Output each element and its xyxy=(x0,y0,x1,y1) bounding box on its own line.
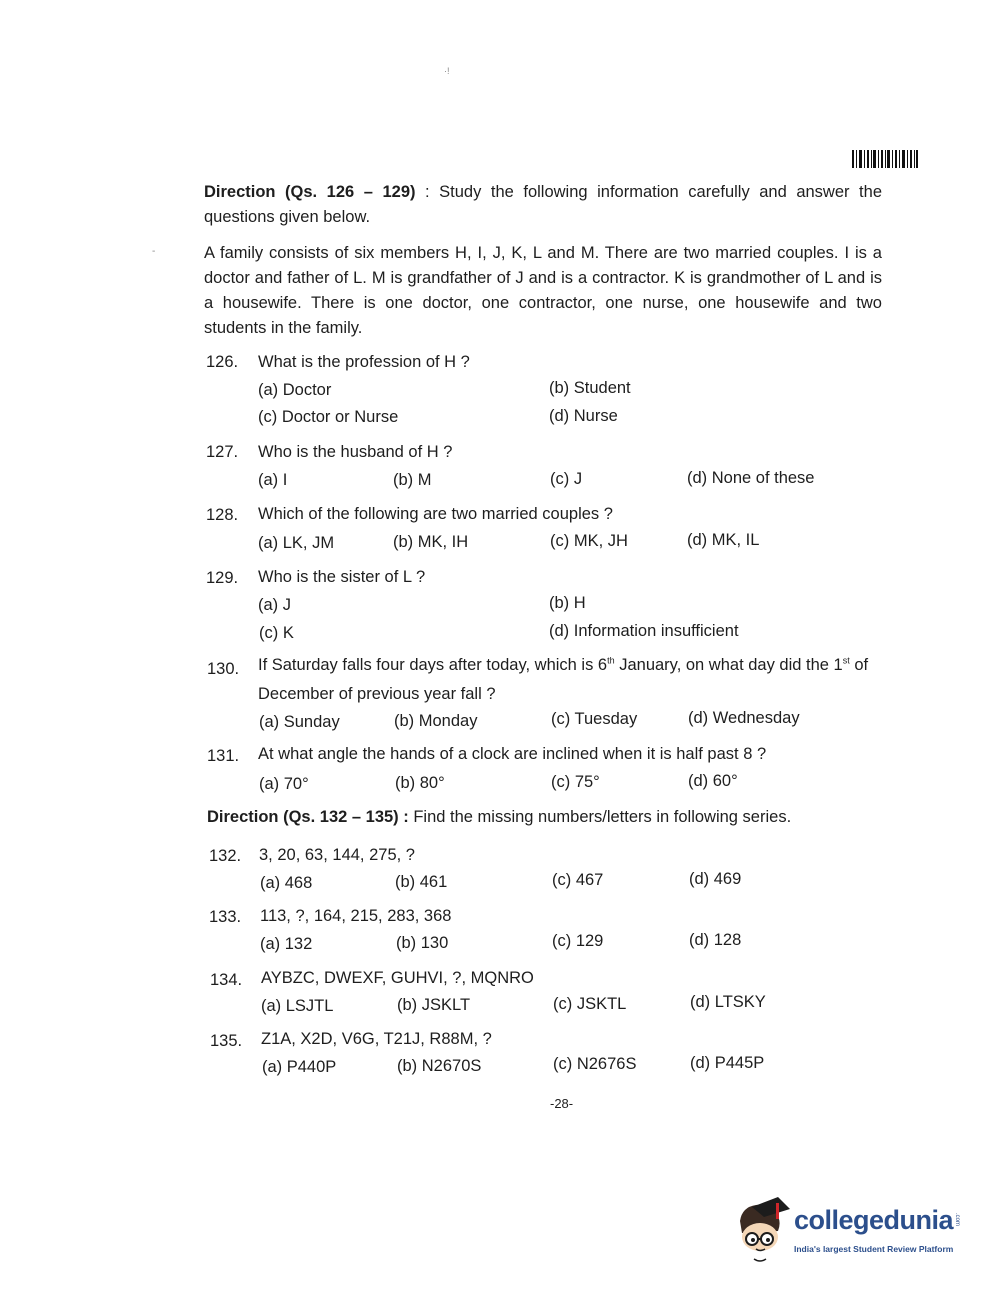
option-c: (c) MK, JH xyxy=(550,532,628,550)
option-b: (b) N2670S xyxy=(397,1057,482,1075)
option-b: (b) Monday xyxy=(394,712,478,730)
question-text: 113, ?, 164, 215, 283, 368 xyxy=(260,907,452,925)
direction-block xyxy=(207,808,791,827)
barcode-icon xyxy=(852,150,918,168)
question-text: Who is the husband of H ? xyxy=(258,443,453,461)
question-text: If Saturday falls four days after today, which is 6th January, on what day did the 1st of xyxy=(258,655,869,674)
logo-wordmark: collegedunia xyxy=(794,1205,954,1235)
question-number: 128. xyxy=(206,506,239,524)
option-b: (b) H xyxy=(549,594,586,612)
option-d: (d) LTSKY xyxy=(690,993,766,1011)
question-number: 132. xyxy=(209,847,242,865)
stray-mark: - xyxy=(152,246,156,257)
graduate-mascot-icon xyxy=(732,1195,796,1265)
question-text: Z1A, X2D, V6G, T21J, R88M, ? xyxy=(261,1030,492,1048)
option-a: (a) I xyxy=(258,471,288,489)
option-c: (c) K xyxy=(259,624,294,642)
option-a: (a) 70° xyxy=(259,775,309,793)
question-number: 134. xyxy=(210,971,243,989)
option-b: (b) 130 xyxy=(396,934,449,952)
question-number: 126. xyxy=(206,353,239,371)
passage: A family consists of six members H, I, J, K, L and M. There are two married couples. I is a doctor and father of L. M is grandfather of J and is a contractor. K is grandmother of L and is a housewife. There is one doctor, one contractor, one nurse, one housewife and two students in the family. xyxy=(204,244,882,337)
option-c: (c) 129 xyxy=(552,932,604,950)
option-a: (a) J xyxy=(258,596,291,614)
logo-domain: .com xyxy=(954,1213,960,1227)
page-number: -28- xyxy=(550,1096,574,1111)
option-b: (b) Student xyxy=(549,379,631,397)
option-a: (a) LK, JM xyxy=(258,534,335,552)
option-a: (a) 132 xyxy=(260,935,313,953)
option-b: (b) M xyxy=(393,471,432,489)
question-text: Who is the sister of L ? xyxy=(258,568,426,586)
stray-mark: ·! xyxy=(444,66,450,76)
question-number: 133. xyxy=(209,908,242,926)
question-number: 127. xyxy=(206,443,239,461)
option-a: (a) 468 xyxy=(260,874,313,892)
question-text: 3, 20, 63, 144, 275, ? xyxy=(259,846,415,864)
option-c: (c) Doctor or Nurse xyxy=(258,408,399,426)
option-c: (c) Tuesday xyxy=(551,710,638,728)
option-d: (d) Information insufficient xyxy=(549,622,739,640)
question-number: 135. xyxy=(210,1032,243,1050)
question-text: Which of the following are two married couples ? xyxy=(258,505,613,523)
option-c: (c) J xyxy=(550,470,583,488)
option-d: (d) 128 xyxy=(689,931,742,949)
option-a: (a) LSJTL xyxy=(261,997,334,1015)
question-number: 129. xyxy=(206,569,239,587)
logo-tagline: India's largest Student Review Platform xyxy=(794,1244,954,1254)
option-a: (a) Sunday xyxy=(259,713,340,731)
question-text-line2: December of previous year fall ? xyxy=(258,685,496,703)
option-b: (b) MK, IH xyxy=(393,533,469,551)
option-d: (d) Nurse xyxy=(549,407,618,425)
question-text: What is the profession of H ? xyxy=(258,353,470,371)
option-c: (c) JSKTL xyxy=(553,995,627,1013)
collegedunia-logo[interactable] xyxy=(732,1195,962,1265)
option-c: (c) 467 xyxy=(552,871,604,889)
option-c: (c) 75° xyxy=(551,773,600,791)
question-number: 131. xyxy=(207,747,240,765)
option-a: (a) Doctor xyxy=(258,381,332,399)
option-a: (a) P440P xyxy=(262,1058,337,1076)
option-d: (d) MK, IL xyxy=(687,531,760,549)
option-c: (c) N2676S xyxy=(553,1055,637,1073)
option-d: (d) P445P xyxy=(690,1054,765,1072)
direction-label: Direction (Qs. 132 – 135) : xyxy=(207,808,409,826)
option-d: (d) Wednesday xyxy=(688,709,800,727)
direction-text: Find the missing numbers/letters in following series. xyxy=(408,808,792,826)
direction-block xyxy=(204,180,882,230)
option-d: (d) 60° xyxy=(688,772,738,790)
question-text: At what angle the hands of a clock are inclined when it is half past 8 ? xyxy=(258,745,767,763)
question-number: 130. xyxy=(207,660,240,678)
option-d: (d) 469 xyxy=(689,870,742,888)
question-text: AYBZC, DWEXF, GUHVI, ?, MQNRO xyxy=(261,969,534,987)
direction-label: Direction (Qs. 126 – 129) xyxy=(204,183,416,201)
option-b: (b) JSKLT xyxy=(397,996,471,1014)
direction-text: : Study the following information carefully and answer the questions given below. xyxy=(204,183,882,226)
option-d: (d) None of these xyxy=(687,469,815,487)
option-b: (b) 80° xyxy=(395,774,445,792)
option-b: (b) 461 xyxy=(395,873,448,891)
